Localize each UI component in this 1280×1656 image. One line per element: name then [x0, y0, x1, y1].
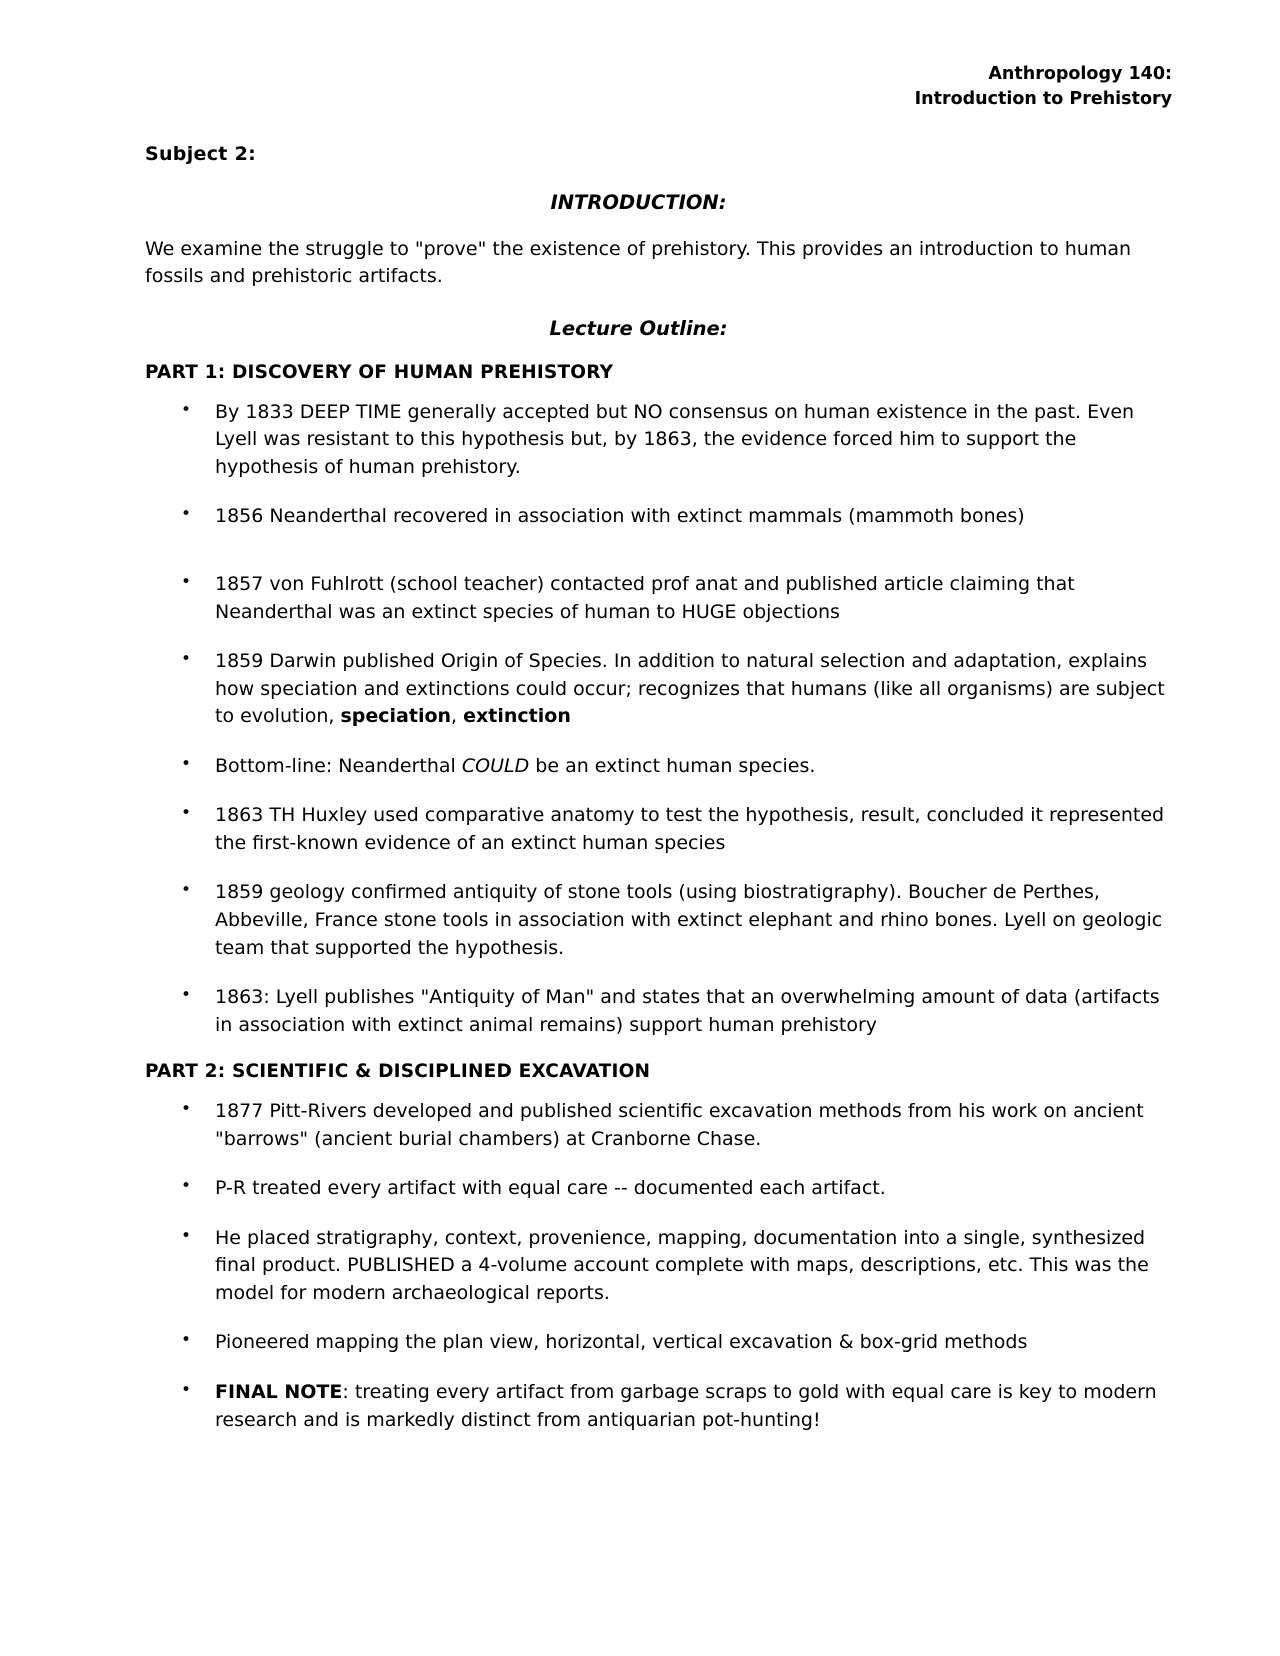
bullet-text: 1863 TH Huxley used comparative anatomy to test the hypothesis, result, concluded it represented the first-known evidence of an extinct human species	[215, 804, 1165, 854]
header-course-line: Anthropology 140:	[988, 64, 1172, 84]
part1-bullet-list	[145, 399, 1172, 1039]
subject-label: Subject 2:	[145, 142, 256, 165]
bullet-text: 1863: Lyell publishes "Antiquity of Man" and states that an overwhelming amount of data (artifacts in association with extinct animal remains) support human prehistory	[215, 986, 1160, 1036]
list-item	[145, 648, 1172, 731]
bullet-italic-term: COULD	[461, 754, 530, 777]
bullet-text: 1857 von Fuhlrott (school teacher) contacted prof anat and published article claiming that Neanderthal was an extinct species of human to HUGE objections	[215, 573, 1075, 623]
part2-bullet-list	[145, 1098, 1172, 1434]
bullet-bold-term-1: speciation	[340, 705, 452, 728]
bullet-text: 1859 geology confirmed antiquity of stone tools (using biostratigraphy). Boucher de Perthes, Abbeville, France stone tools in association with extinct elephant and rhino bones. Lyell on geologic team that supported the hypothesis.	[215, 881, 1163, 959]
bullet-text: By 1833 DEEP TIME generally accepted but NO consensus on human existence in the past. Even Lyell was resistant to this hypothesis but, by 1863, the evidence forced him to support the hypothesis of human prehistory.	[215, 400, 1135, 478]
list-item	[145, 503, 1172, 531]
introduction-title: INTRODUCTION:	[550, 190, 727, 214]
list-item	[145, 1329, 1172, 1357]
list-item	[145, 1379, 1172, 1434]
bullet-text: Bottom-line: Neanderthal	[215, 754, 462, 777]
list-item	[145, 1098, 1172, 1153]
part1-heading: PART 1: DISCOVERY OF HUMAN PREHISTORY	[145, 361, 614, 383]
header-course-subtitle: Introduction to Prehistory	[914, 89, 1172, 110]
bullet-text: He placed stratigraphy, context, provenience, mapping, documentation into a single, synthesized final product. PUBLISHED a 4-volume account complete with maps, descriptions, etc. This was the model for modern archaeological reports.	[215, 1226, 1149, 1304]
list-item	[145, 753, 1172, 781]
bullet-text: 1859 Darwin published Origin of Species. In addition to natural selection and adaptation, explains how speciation and extinctions could occur; recognizes that humans (like all organisms) are subject to evolution,	[215, 650, 1165, 728]
introduction-paragraph: We examine the struggle to "prove" the existence of prehistory. This provides an introduction to human fossils and prehistoric artifacts.	[145, 237, 1132, 288]
bullet-text: Pioneered mapping the plan view, horizontal, vertical excavation & box-grid methods	[215, 1331, 1028, 1354]
bullet-separator: ,	[451, 705, 464, 728]
list-item	[145, 879, 1172, 962]
lecture-outline-title: Lecture Outline:	[549, 316, 728, 340]
bullet-text: 1877 Pitt-Rivers developed and published scientific excavation methods from his work on ancient "barrows" (ancient burial chambers) at Cranborne Chase.	[215, 1100, 1144, 1150]
list-item	[145, 1175, 1172, 1203]
bullet-text: : treating every artifact from garbage scraps to gold with equal care is key to modern research and is markedly distinct from antiquarian pot-hunting!	[215, 1380, 1157, 1431]
list-item	[145, 802, 1172, 857]
list-item	[145, 571, 1172, 626]
part2-heading: PART 2: SCIENTIFIC & DISCIPLINED EXCAVATION	[145, 1061, 651, 1083]
list-item	[145, 984, 1172, 1039]
document-header	[145, 62, 1172, 113]
final-note-label: FINAL NOTE	[215, 1380, 343, 1403]
bullet-bold-term-2: extinction	[463, 705, 571, 728]
bullet-text: P-R treated every artifact with equal care -- documented each artifact.	[215, 1177, 886, 1200]
list-item	[145, 1225, 1172, 1308]
bullet-text-tail: be an extinct human species.	[529, 754, 816, 777]
list-item	[145, 399, 1172, 482]
bullet-text: 1856 Neanderthal recovered in association with extinct mammals (mammoth bones)	[215, 505, 1025, 528]
